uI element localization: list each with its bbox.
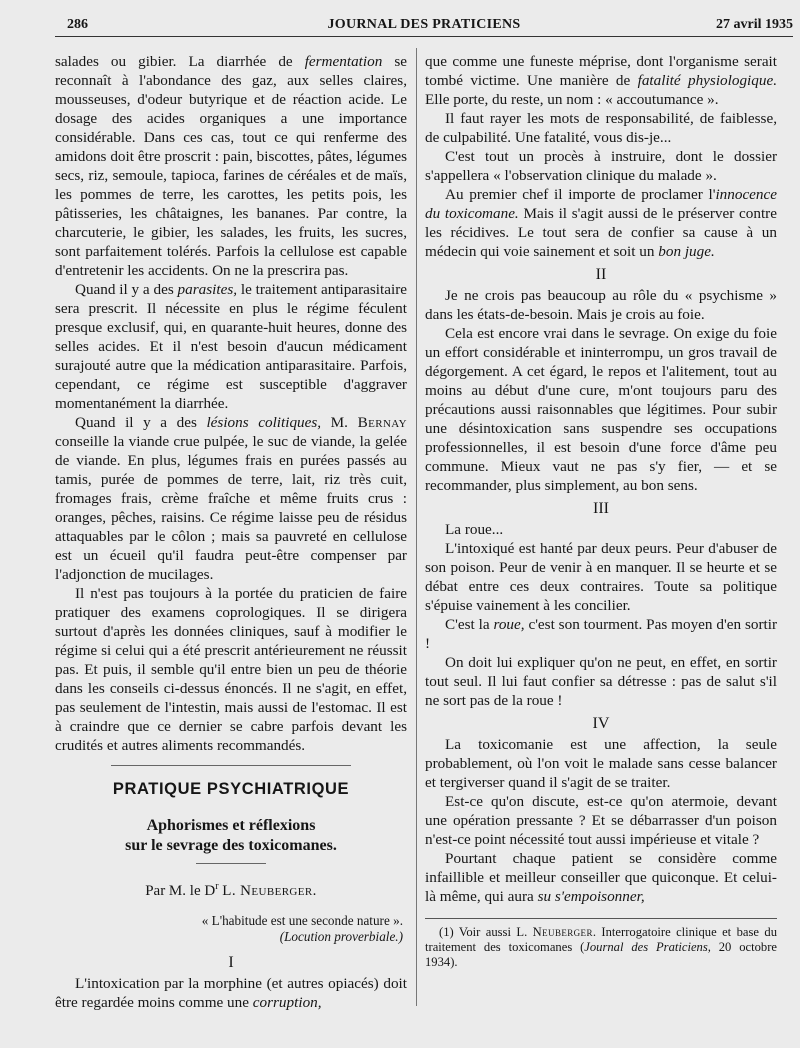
paragraph [55,52,407,280]
section-number: III [593,500,609,517]
author-sup: r [215,881,219,892]
footnote-text [425,925,777,970]
paragraph [55,280,407,413]
text-run: Neuberger [532,925,593,939]
paragraph [55,974,407,1012]
paragraph [425,520,777,539]
text-run: La roue... [445,521,504,538]
text-run: Je ne crois pas beaucoup au rôle du « psychisme » dans les états-de-besoin. Mais je crois au foie. [425,287,777,323]
text-run: L'intoxication par la morphine (et autres opiacés) doit être regardée moins comme une [55,975,407,1011]
paragraph [425,615,777,653]
text-run: Quand il y a des [75,414,207,431]
text-run: roue, [493,616,525,633]
article-title [55,816,407,856]
text-run: bon juge. [658,243,715,260]
author-byline [55,877,407,901]
text-run: La toxicomanie est une affection, la seule probablement, où l'on voit le malade sans cesse balancer et tergiverser quand il s'agit de se traiter. [425,736,777,791]
text-run: que comme une funeste méprise, dont l'organisme serait tombé victime. Une manière de [425,53,777,89]
text-run: Il faut rayer les mots de responsabilité, de faiblesse, de culpabilité. Une fatalité, vous dis-je... [425,110,777,146]
text-run: C'est la [445,616,494,633]
paragraph [425,324,777,495]
text-run: Au premier chef il importe de proclamer l' [445,186,716,203]
author-prefix: Par M. le D [145,883,216,899]
paragraph [425,792,777,849]
text-run: C'est tout un procès à instruire, dont le dossier s'appellera « l'observation clinique du malade ». [425,148,777,184]
text-run: c'est son tourment. Pas moyen d'en sortir ! [425,616,778,652]
section-number: II [595,266,607,283]
journal-title: JOURNAL DES PRATICIENS [327,17,521,32]
footnote-rule [425,918,777,919]
section-rule [111,765,351,766]
left-column [55,52,407,1012]
author-name: L. Neuberger. [222,883,317,899]
paragraph [55,413,407,584]
paragraph [425,185,777,261]
text-run: Pourtant chaque patient se considère comme infaillible et meilleur conseiller que quiconque. Et celui-là même, qui aura [425,850,777,905]
text-run: Bernay [357,414,407,431]
running-header [55,14,793,37]
paragraph [425,849,777,906]
article-title-line: sur le sevrage des toxicomanes. [125,837,337,854]
text-run: se reconnaît à l'abondance des gaz, aux selles claires, mousseuses, d'odeur butyrique et de réaction acide. Le dosage des acides organiques a une importance considérable. Dans ces cas, tout ce qui renferme des amidons doit être proscrit : pain, biscottes, pâtes, légumes secs, riz, semoule, tapioca, farines de céréales et de maïs, les pommes de terre, les carottes, les petits pois, les pâtisseries, les châtaignes, les bananes. Par contre, la charcuterie, le gibier, les salades, les fruits, les sucres, sont parfaitement tolérés. Parfois la cellulose est capable d'entretenir les accidents. On ne la prescrira pas. [55,53,407,279]
footnote [425,925,777,970]
text-run: Mais il s'agit aussi de le préserver contre les récidives. Le tout sera de confier sa cause à un médecin qui voie sainement et soit un [425,205,777,260]
text-run: conseille la viande crue pulpée, le suc de viande, la gelée de viande. En plus, légumes frais en purées passés au tamis, purée de pommes de terre, lait, riz très cuit, fromages frais, crème fraîche et même fruits crus : oranges, pêches, raisins. Ce régime laisse peu de résidus attaquables par le côlon ; mais sa pauvreté en cellulose est un écueil qu'il faudra peut-être compenser par l'adjonction de mucilages. [55,433,407,583]
text-run: salades ou gibier. La diarrhée de [55,53,305,70]
article-title-line: Aphorismes et réflexions [146,817,316,834]
column-divider [416,48,417,1006]
text-run: Est-ce qu'on discute, est-ce qu'on atermoie, devant une opération pressante ? Et se débarrasser d'un poison n'est-ce point nécessité tout aussi impérieuse et vitale ? [425,793,777,848]
section-title: PRATIQUE PSYCHIATRIQUE [112,780,350,798]
text-run: Journal des Praticiens, [584,940,711,954]
text-run: 20 octobre 1934). [425,940,777,969]
text-run: parasites, [177,281,238,298]
text-run: Cela est encore vrai dans le sevrage. On exige du foie un effort considérable et ininterrompu, un gros travail de dégorgement. A cet égard, le repos et l'alitement, tout au moins au début d'une cure, m'ont toujours paru des précautions aussi raisonnables que légitimes. Pour subir une désintoxication sans suspendre ses occupations professionnelles, il est besoin d'une force d'âme peu commune. Mieux vaut ne pas s'y fier, — et se recommander, plus simplement, au bon sens. [425,325,777,494]
text-run: . Interrogatoire clinique et base du traitement des toxicomanes ( [425,925,777,954]
paragraph [425,52,777,109]
right-column [425,52,777,970]
text-run: su s'empoisonner, [537,888,645,905]
text-run: Elle porte, du reste, un nom : « accoutumance ». [425,91,719,108]
text-run: innocence du toxicomane. [425,186,777,222]
paragraph [425,735,777,792]
paragraph [425,539,777,615]
text-run: Il n'est pas toujours à la portée du praticien de faire pratiquer des examens coprologiques. Il se dirigera surtout d'après les données cliniques, sauf à modifier le régime si celui qui a été prescrit antérieurement ne réussit pas. Et puis, il semble qu'il entre bien un peu de théorie dans les conseils ci-dessus énoncés. Il ne s'agit, en effet, pas seulement de l'intestin, mais aussi de l'estomac. Il est à craindre que ce dernier se cabre parfois devant les crudités et autres aliments recommandés. [55,585,407,754]
epigraph-source: (Locution proverbiale.) [279,929,403,944]
text-run: On doit lui expliquer qu'on ne peut, en effet, en sortir tout seul. Il lui faut confier sa détresse : pas de salut s'il ne sort pas de la roue ! [425,654,777,709]
epigraph [55,913,407,945]
section-number: I [228,954,234,971]
section-number: IV [592,715,610,732]
text-run: le traitement antiparasitaire sera prescrit. Il nécessite en plus le régime féculent presque exclusif, qui, en quarante-huit heures, donne des selles acides. Et il n'est besoin d'aucun médicament surajouté autre que la médication antiparasitaire. Parfois, cependant, ce régime est susceptible d'aggraver momentanément la diarrhée. [55,281,408,412]
paragraph [425,286,777,324]
text-run: lésions colitiques, [206,414,322,431]
text-run: corruption, [252,994,322,1011]
text-run: M. [321,414,358,431]
text-run: L'intoxiqué est hanté par deux peurs. Peur d'abuser de son poison. Peur de venir à en manquer. Il se heurte et se débat entre ces deux contraires. Toute sa politique s'épuise vainement à les concilier. [425,540,777,614]
text-run: Quand il y a des [75,281,178,298]
text-run: fermentation [304,53,383,70]
page-number: 286 [67,17,88,32]
paragraph [425,147,777,185]
title-rule [196,863,266,864]
paragraph [425,109,777,147]
epigraph-quote: « L'habitude est une seconde nature ». [201,913,403,928]
text-run: (1) Voir aussi L. [439,925,533,939]
text-run: fatalité physiologique. [637,72,777,89]
issue-date: 27 avril 1935 [716,17,793,32]
paragraph [55,584,407,755]
paragraph [425,653,777,710]
